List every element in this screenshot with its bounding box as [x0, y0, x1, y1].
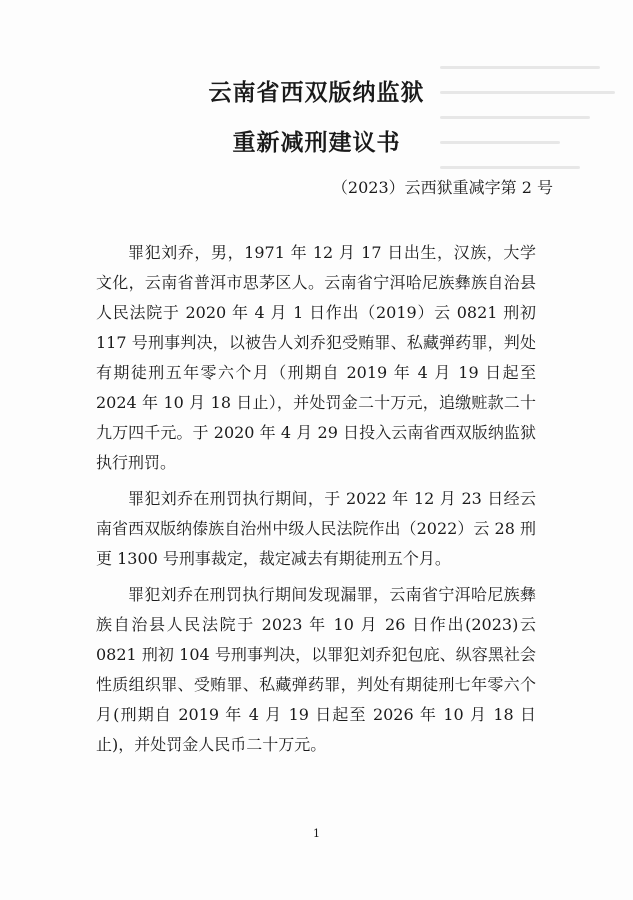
paragraph-prior-reduction: 罪犯刘乔在刑罚执行期间，于 2022 年 12 月 23 日经云南省西双版纳傣族自治州中级人民法院作出（2022）云 28 刑更 1300 号刑事裁定，裁定减去有期徒刑五个月。 [96, 489, 536, 568]
document-body [96, 238, 536, 766]
document-title: 重新减刑建议书 [232, 130, 401, 156]
document-number: （2023）云西狱重减字第 2 号 [331, 178, 553, 197]
paragraph-criminal-info: 罪犯刘乔，男，1971 年 12 月 17 日出生，汉族，大学文化，云南省普洱市思茅区人。云南省宁洱哈尼族彝族自治县人民法院于 2020 年 4 月 1 日作出（2019）云 0821 刑初 117 号刑事判决，以被告人刘乔犯受贿罪、私藏弹药罪，判处有期徒刑五年零六个月（刑期自 2019 年 4 月 19 日起至 2024 年 10 月 18 日止），并处罚金二十万元，追缴赃款二十九万四千元。于 2020 年 4 月 29 日投入云南省西双版纳监狱执行刑罚。 [96, 243, 536, 472]
paragraph-additional-crime: 罪犯刘乔在刑罚执行期间发现漏罪，云南省宁洱哈尼族彝族自治县人民法院于 2023 年 10 月 26 日作出(2023)云 0821 刑初 104 号刑事判决，以罪犯刘乔犯包庇、纵容黑社会性质组织罪、受贿罪、私藏弹药罪，判处有期徒刑七年零六个月(刑期自 2019 年 4 月 19 日起至 2026 年 10 月 18 日止)，并处罚金人民币二十万元。 [96, 585, 536, 754]
issuing-organization: 云南省西双版纳监狱 [208, 80, 425, 106]
page-number: 1 [313, 827, 320, 840]
